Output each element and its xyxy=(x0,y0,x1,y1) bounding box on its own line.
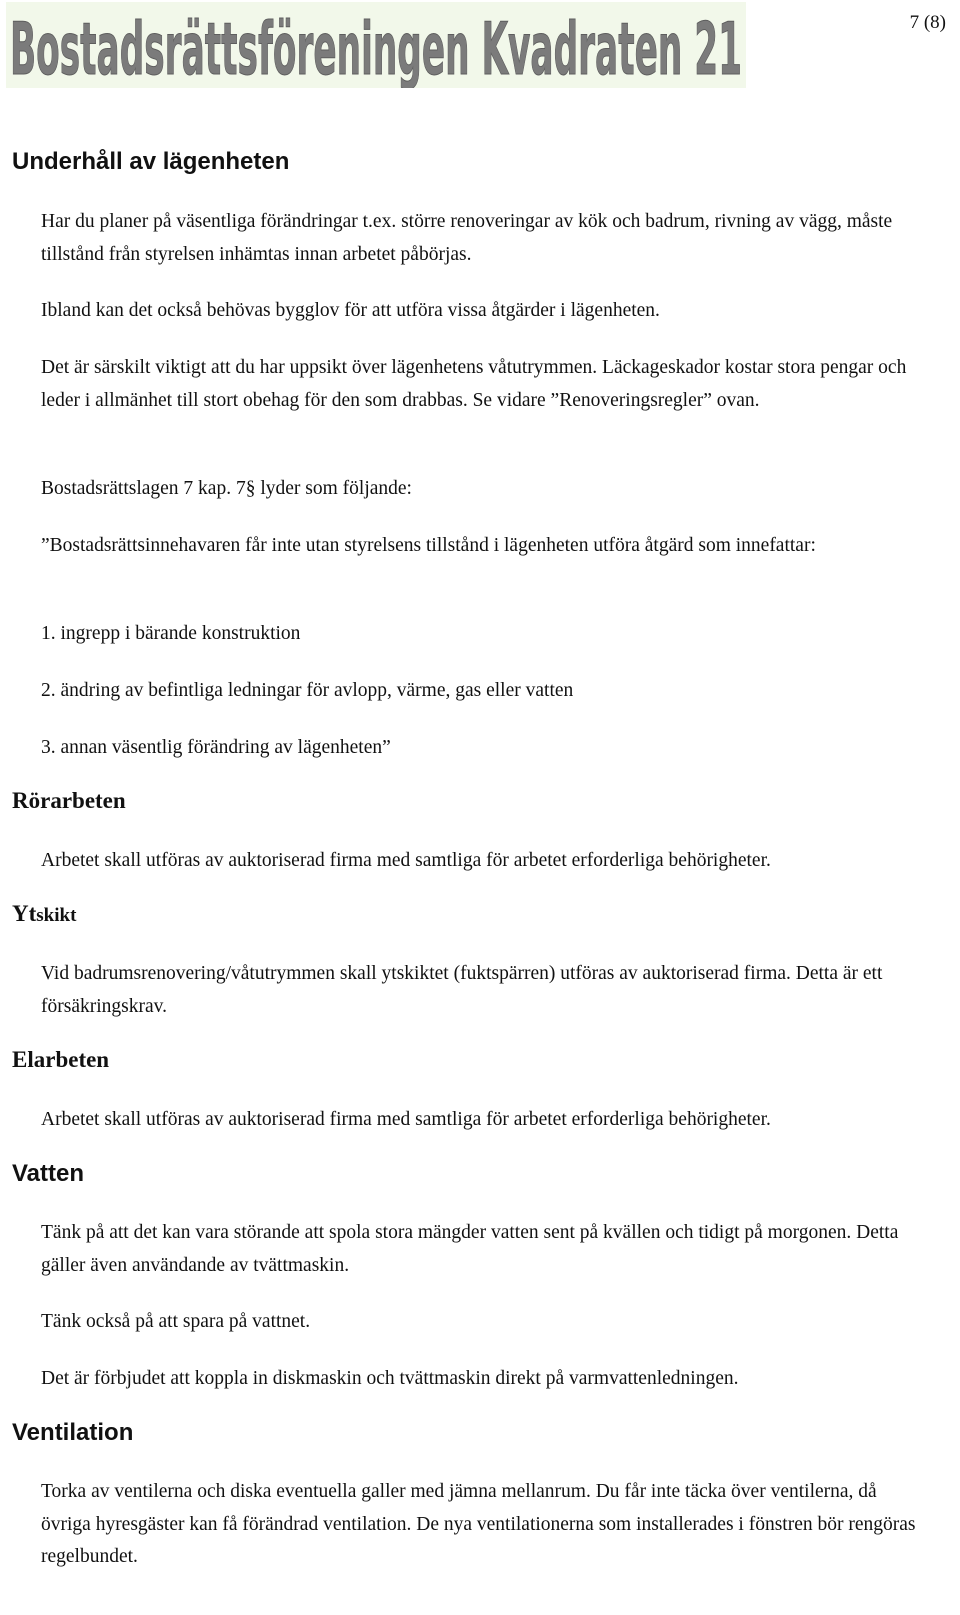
paragraph: Det är förbjudet att koppla in diskmaskin och tvättmaskin direkt på varmvattenledningen. xyxy=(41,1368,739,1389)
paragraph: Arbetet skall utföras av auktoriserad firma med samtliga för arbetet erforderliga behörigheter. xyxy=(41,1109,771,1130)
heading-part: skikt xyxy=(36,905,77,926)
list-item: 1. ingrepp i bärande konstruktion xyxy=(41,623,301,644)
section-heading-vatten: Vatten xyxy=(12,1160,85,1187)
paragraph: Har du planer på väsentliga förändringar t.ex. större renoveringar av kök och badrum, rivning av vägg, måste tillstånd från styrelsen inhämtas innan arbetet påbörjas. xyxy=(41,211,893,265)
paragraph: Det är särskilt viktigt att du har uppsikt över lägenhetens våtutrymmen. Läckageskador kostar stora pengar och leder i allmänhet till stort obehag för den som drabbas. Se vidare ”Renoveringsregler” ovan. xyxy=(41,357,907,411)
paragraph: Tänk också på att spara på vattnet. xyxy=(41,1311,311,1332)
paragraph: Vid badrumsrenovering/våtutrymmen skall ytskiktet (fuktspärren) utföras av auktoriserad firma. Detta är ett försäkringskrav. xyxy=(41,963,883,1017)
section-heading-underhall: Underhåll av lägenheten xyxy=(12,148,290,175)
paragraph: Torka av ventilerna och diska eventuella galler med jämna mellanrum. Du får inte täcka över ventilerna, då övriga hyresgäster kan få förändrad ventilation. De nya ventilationerna som installerades i fönstren bör rengöras regelbundet. xyxy=(41,1481,916,1567)
list-item: 3. annan väsentlig förändring av lägenheten” xyxy=(41,737,391,758)
association-logo xyxy=(6,2,746,88)
page-number: 7 (8) xyxy=(909,12,946,33)
paragraph: Bostadsrättslagen 7 kap. 7§ lyder som följande: xyxy=(41,478,412,499)
paragraph: Tänk på att det kan vara störande att spola stora mängder vatten sent på kvällen och tidigt på morgonen. Detta gäller även användande av tvättmaskin. xyxy=(41,1222,899,1276)
logo-wordmark xyxy=(6,2,746,88)
section-heading-el: Elarbeten xyxy=(12,1047,110,1072)
section-heading-ventilation: Ventilation xyxy=(12,1419,134,1446)
section-heading-ytskikt xyxy=(12,901,76,927)
heading-part: Yt xyxy=(12,901,37,926)
law-quote: ”Bostadsrättsinnehavaren får inte utan styrelsens tillstånd i lägenheten utföra åtgärd som innefattar: xyxy=(41,535,816,556)
logo-text: Bostadsrättsföreningen Kvadraten 21 xyxy=(10,7,742,88)
paragraph: Ibland kan det också behövas bygglov för att utföra vissa åtgärder i lägenheten. xyxy=(41,300,660,321)
section-heading-ror: Rörarbeten xyxy=(12,788,126,813)
list-item: 2. ändring av befintliga ledningar för avlopp, värme, gas eller vatten xyxy=(41,680,574,701)
paragraph: Arbetet skall utföras av auktoriserad firma med samtliga för arbetet erforderliga behörigheter. xyxy=(41,850,771,871)
